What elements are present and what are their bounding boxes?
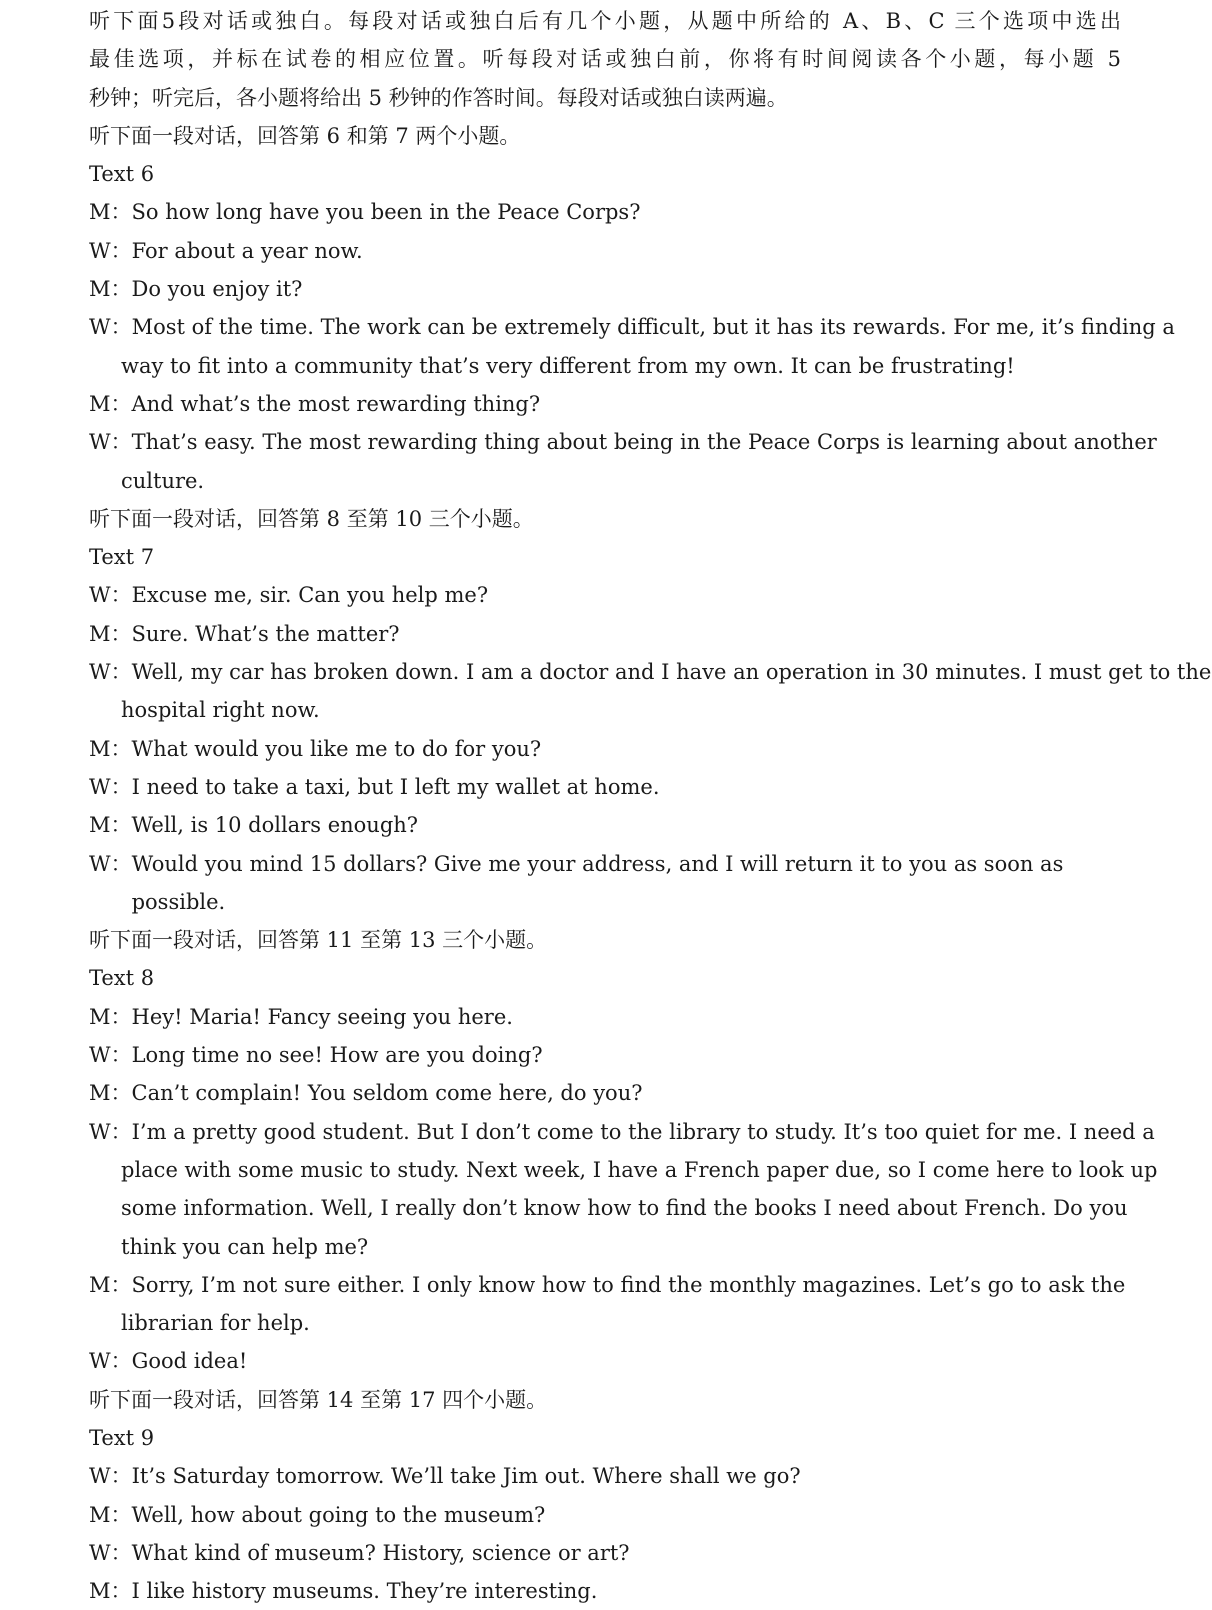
section-prompt: 听下面一段对话，回答第 11 至第 13 三个小题。 [89, 928, 548, 953]
dialogue-turn [89, 576, 1121, 614]
speaker-label: M： [89, 277, 132, 302]
utterance: I like history museums. They’re interesting. [131, 1579, 598, 1604]
speaker-label: W： [89, 851, 132, 876]
speaker-label: W： [89, 774, 132, 799]
dialogue-turn [89, 193, 1121, 231]
utterance: Can’t complain! You seldom come here, do you? [131, 1081, 643, 1106]
utterance: Would you mind 15 dollars? Give me your address, and I will return it to you as soon as possible. [131, 851, 1064, 914]
speaker-label: W： [89, 1043, 132, 1068]
dialogue-turn [89, 1342, 1121, 1380]
utterance: Well, is 10 dollars enough? [131, 813, 419, 838]
speaker-label: W： [89, 430, 132, 455]
dialogue-turn-wrapped [89, 1113, 1158, 1266]
utterance: Do you enjoy it? [131, 277, 303, 302]
speaker-label: W： [89, 238, 132, 263]
instructions-line-1: 听下面5段对话或独白。每段对话或独白后有几个小题，从题中所给的 A、B、C 三个选项中选出 [89, 9, 1121, 33]
text-title: Text 8 [89, 966, 155, 991]
utterance: Well, my car has broken down. I am a doctor and I have an operation in 30 minutes. I must get to the [131, 660, 1212, 685]
exam-page [89, 2, 1212, 1610]
utterance: Sorry, I’m not sure either. I only know how to find the monthly magazines. Let’s go to ask the [131, 1272, 1126, 1297]
speaker-label: M： [89, 736, 132, 761]
utterance: Well, how about going to the museum? [131, 1502, 546, 1527]
utterance: That’s easy. The most rewarding thing about being in the Peace Corps is learning about another [131, 430, 1157, 455]
speaker-label: M： [89, 1579, 132, 1604]
utterance-continued: culture. [121, 468, 205, 493]
dialogue-turn [89, 270, 1121, 308]
speaker-label: W： [89, 660, 132, 685]
dialogue-turn-wrapped [89, 423, 1157, 500]
instructions-line-3: 秒钟；听完后，各小题将给出 5 秒钟的作答时间。每段对话或独白读两遍。 [89, 85, 788, 110]
dialogue-turn [89, 1572, 1121, 1610]
dialogue-turn [89, 768, 1121, 806]
utterance-continued: librarian for help. [121, 1311, 310, 1336]
utterance: What would you like me to do for you? [131, 736, 542, 761]
speaker-label: W： [89, 315, 132, 340]
utterance: Most of the time. The work can be extremely difficult, but it has its rewards. For me, it’s finding a [131, 315, 1175, 340]
utterance-continued: way to fit into a community that’s very different from my own. It can be frustrating! [121, 353, 1015, 378]
speaker-label: W： [89, 1349, 132, 1374]
dialogue-turn-wrapped [89, 308, 1175, 385]
utterance-continued: place with some music to study. Next week, I have a French paper due, so I come here to look up [121, 1157, 1158, 1182]
utterance: It’s Saturday tomorrow. We’ll take Jim out. Where shall we go? [131, 1464, 801, 1489]
speaker-label: W： [89, 1540, 132, 1565]
utterance: I’m a pretty good student. But I don’t come to the library to study. It’s too quiet for me. I need a [131, 1119, 1155, 1144]
text-title: Text 9 [89, 1425, 155, 1450]
section-prompt: 听下面一段对话，回答第 8 至第 10 三个小题。 [89, 506, 534, 531]
speaker-label: M： [89, 621, 132, 646]
utterance-continued: hospital right now. [121, 698, 320, 723]
utterance: I need to take a taxi, but I left my wallet at home. [131, 774, 660, 799]
dialogue-turn [89, 1074, 1121, 1112]
dialogue-turn [89, 615, 1121, 653]
utterance: And what’s the most rewarding thing? [131, 391, 541, 416]
utterance: Hey! Maria! Fancy seeing you here. [131, 1004, 513, 1029]
section-prompt: 听下面一段对话，回答第 14 至第 17 四个小题。 [89, 1387, 548, 1412]
dialogue-turn [89, 845, 1121, 922]
speaker-label: W： [89, 1119, 132, 1144]
utterance-continued: think you can help me? [121, 1234, 369, 1259]
speaker-label: W： [89, 583, 132, 608]
speaker-label: M： [89, 1004, 132, 1029]
speaker-label: M： [89, 1272, 132, 1297]
dialogue-turn-wrapped [89, 653, 1212, 730]
utterance: Good idea! [131, 1349, 248, 1374]
speaker-label: M： [89, 1502, 132, 1527]
utterance: Sure. What’s the matter? [131, 621, 400, 646]
utterance: Long time no see! How are you doing? [131, 1043, 543, 1068]
dialogue-turn [89, 806, 1121, 844]
dialogue-turn [89, 232, 1121, 270]
section-prompt: 听下面一段对话，回答第 6 和第 7 两个小题。 [89, 123, 521, 148]
dialogue-turn [89, 1534, 1121, 1572]
utterance-continued: some information. Well, I really don’t know how to find the books I need about French. Do you [121, 1196, 1128, 1221]
speaker-label: W： [89, 1464, 132, 1489]
speaker-label: M： [89, 1081, 132, 1106]
dialogue-turn [89, 1496, 1121, 1534]
utterance: What kind of museum? History, science or art? [131, 1540, 630, 1565]
utterance: For about a year now. [131, 238, 363, 263]
speaker-label: M： [89, 813, 132, 838]
speaker-label: M： [89, 200, 132, 225]
dialogue-turn [89, 385, 1121, 423]
dialogue-turn-wrapped [89, 1266, 1126, 1343]
dialogue-turn [89, 998, 1121, 1036]
dialogue-turn [89, 730, 1121, 768]
text-title: Text 7 [89, 545, 155, 570]
speaker-label: M： [89, 391, 132, 416]
text-title: Text 6 [89, 162, 155, 187]
dialogue-turn [89, 1457, 1121, 1495]
dialogue-turn [89, 1036, 1121, 1074]
utterance: Excuse me, sir. Can you help me? [131, 583, 489, 608]
utterance: So how long have you been in the Peace Corps? [131, 200, 641, 225]
instructions-line-2: 最佳选项，并标在试卷的相应位置。听每段对话或独白前，你将有时间阅读各个小题，每小题 5 [89, 47, 1121, 72]
